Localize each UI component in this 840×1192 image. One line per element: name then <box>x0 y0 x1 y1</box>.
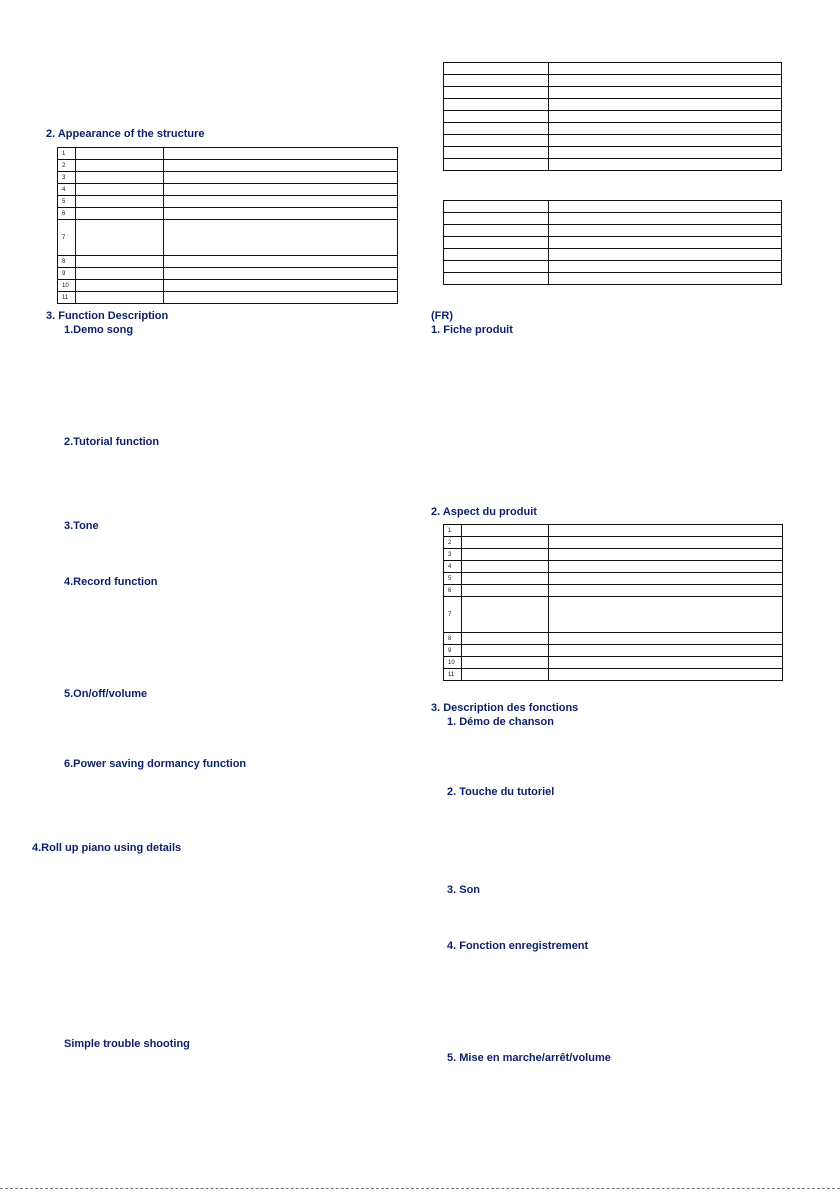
row-number: 8 <box>58 256 76 268</box>
table-row <box>444 87 782 99</box>
table-row <box>444 261 782 273</box>
row-number: 9 <box>58 268 76 280</box>
description-heading: 3. Description des fonctions <box>431 702 579 714</box>
aspect-table <box>443 524 783 681</box>
record-heading: 4.Record function <box>64 576 158 588</box>
table-row <box>58 148 398 160</box>
table-row <box>58 184 398 196</box>
table-row <box>58 220 398 256</box>
table-row <box>58 196 398 208</box>
fr-language-tag: (FR) <box>431 310 453 322</box>
table-row <box>444 549 783 561</box>
table-row <box>58 280 398 292</box>
table-row <box>444 201 782 213</box>
row-number: 1 <box>58 148 76 160</box>
table-row <box>444 597 783 633</box>
row-number: 7 <box>444 597 462 633</box>
table-row <box>444 273 782 285</box>
rollup-heading: 4.Roll up piano using details <box>32 842 182 854</box>
row-number: 7 <box>58 220 76 256</box>
tutoriel-heading: 2. Touche du tutoriel <box>447 786 555 798</box>
table-row <box>444 147 782 159</box>
table-row <box>58 292 398 304</box>
table-row <box>444 99 782 111</box>
troubleshooting-heading: Simple trouble shooting <box>64 1038 190 1050</box>
row-number: 6 <box>58 208 76 220</box>
table-row <box>444 249 782 261</box>
row-number: 10 <box>58 280 76 292</box>
row-number: 5 <box>444 573 462 585</box>
table-row <box>58 256 398 268</box>
row-number: 6 <box>444 585 462 597</box>
table-row <box>444 537 783 549</box>
table-row <box>58 160 398 172</box>
row-number: 10 <box>444 657 462 669</box>
row-number: 8 <box>444 633 462 645</box>
function-heading: 3. Function Description <box>46 310 169 322</box>
table-row <box>444 669 783 681</box>
row-number: 9 <box>444 645 462 657</box>
table-row <box>444 657 783 669</box>
table-row <box>444 213 782 225</box>
table-row <box>444 63 782 75</box>
spec-table-a <box>443 62 782 171</box>
row-number: 5 <box>58 196 76 208</box>
fiche-produit-heading: 1. Fiche produit <box>431 324 513 336</box>
row-number: 11 <box>58 292 76 304</box>
table-row <box>58 208 398 220</box>
tone-heading: 3.Tone <box>64 520 99 532</box>
table-row <box>444 111 782 123</box>
table-row <box>444 123 782 135</box>
demo-chanson-heading: 1. Démo de chanson <box>447 716 554 728</box>
marche-arret-heading: 5. Mise en marche/arrêt/volume <box>447 1052 611 1064</box>
table-row <box>444 645 783 657</box>
demo-song-heading: 1.Demo song <box>64 324 134 336</box>
table-row <box>444 225 782 237</box>
row-number: 4 <box>444 561 462 573</box>
aspect-heading: 2. Aspect du produit <box>431 506 537 518</box>
onoff-heading: 5.On/off/volume <box>64 688 148 700</box>
spec-table-b <box>443 200 782 285</box>
table-row <box>444 75 782 87</box>
row-number: 3 <box>58 172 76 184</box>
table-row <box>444 237 782 249</box>
tutorial-heading: 2.Tutorial function <box>64 436 160 448</box>
row-number: 2 <box>444 537 462 549</box>
table-row <box>444 525 783 537</box>
row-number: 11 <box>444 669 462 681</box>
row-number: 3 <box>444 549 462 561</box>
enregistrement-heading: 4. Fonction enregistrement <box>447 940 589 952</box>
row-number: 1 <box>444 525 462 537</box>
table-row <box>444 585 783 597</box>
structure-table <box>57 147 398 304</box>
page-bottom-rule <box>0 1188 840 1189</box>
table-row <box>444 159 782 171</box>
power-saving-heading: 6.Power saving dormancy function <box>64 758 247 770</box>
table-row <box>58 172 398 184</box>
table-row <box>444 561 783 573</box>
appearance-heading: 2. Appearance of the structure <box>46 128 205 140</box>
table-row <box>444 573 783 585</box>
table-row <box>58 268 398 280</box>
table-row <box>444 633 783 645</box>
son-heading: 3. Son <box>447 884 481 896</box>
table-row <box>444 135 782 147</box>
row-number: 2 <box>58 160 76 172</box>
row-number: 4 <box>58 184 76 196</box>
